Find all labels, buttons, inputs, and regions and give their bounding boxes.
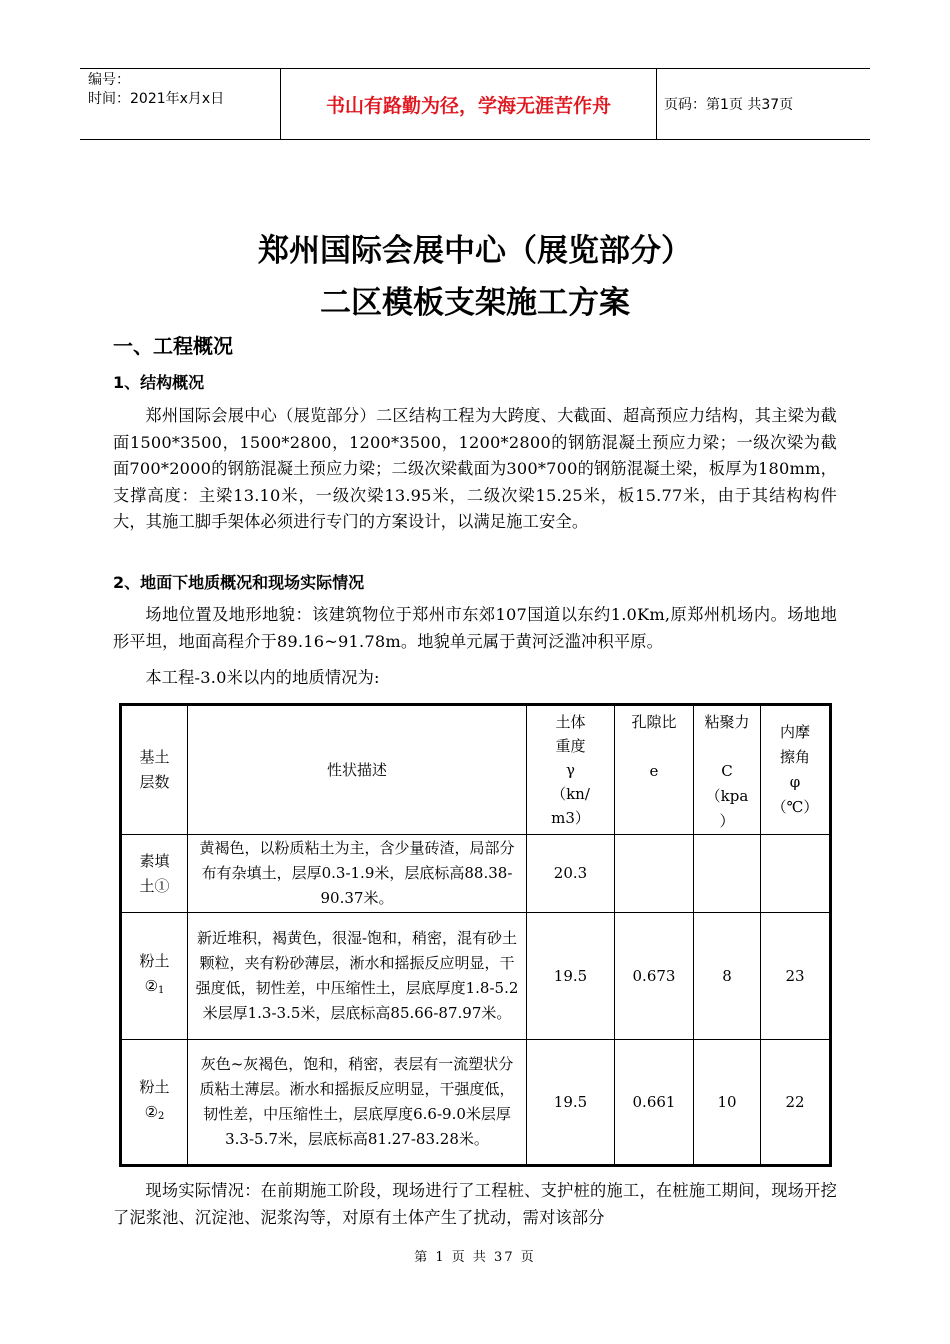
header-layer-line1: 基土	[139, 748, 170, 766]
header-page-info: 页码：第1页 共37页	[664, 97, 794, 113]
header-density	[527, 705, 615, 835]
row-density: 19.5	[527, 913, 615, 1040]
row-layer-name-l1: 素填	[139, 851, 170, 870]
paragraph-site-location: 场地位置及地形地貌：该建筑物位于郑州市东郊107国道以东约1.0Km,原郑州机场内。场地地形平坦，地面高程介于89.16~91.78m。地貌单元属于黄河泛滥冲积平原。	[113, 605, 837, 651]
header-meta	[80, 69, 281, 139]
row-friction: 22	[761, 1040, 831, 1166]
header-density-l3: γ	[566, 761, 575, 779]
paragraph-site-conditions: 现场实际情况：在前期施工阶段，现场进行了工程桩、支护桩的施工，在桩施工期间，现场开挖了泥浆池、沉淀池、泥浆沟等，对原有土体产生了扰动，需对该部分	[113, 1181, 837, 1227]
header-number: 编号：	[88, 72, 130, 88]
row-layer-name	[121, 835, 188, 913]
paragraph-geology-intro: 本工程-3.0米以内的地质情况为:	[145, 668, 380, 687]
header-void-e: e	[649, 762, 659, 780]
row-friction: 23	[761, 913, 831, 1040]
table-row	[121, 835, 831, 913]
row-cohesion	[694, 835, 761, 913]
header-layer	[121, 705, 188, 835]
row-desc: 黄褐色，以粉质粘土为主，含少量砖渣，局部分布有杂填土，层厚0.3-1.9米，层底标高88.38-90.37米。	[188, 835, 527, 913]
header-friction-l2: 擦角	[779, 748, 810, 766]
table-header-row	[121, 705, 831, 835]
header-density-l1: 土体	[555, 713, 586, 731]
row-layer-symbol: ②	[144, 977, 159, 995]
header-friction-l3: φ	[789, 773, 801, 791]
header-layer-line2: 层数	[139, 773, 170, 791]
header-density-l5: m3）	[551, 809, 590, 827]
row-layer-name-l1: 粉土	[139, 1078, 170, 1096]
page-header	[80, 68, 870, 140]
header-friction	[761, 705, 831, 835]
header-void-label: 孔隙比	[631, 713, 677, 731]
row-desc: 灰色~灰褐色，饱和，稍密，表层有一流塑状分质粘土薄层。淅水和摇振反应明显，干强度低，韧性差，中压缩性土，层底厚度6.6-9.0米层厚3.3-5.7米，层底标高81.27-83.28米。	[188, 1040, 527, 1166]
subsection-heading-structure: 1、结构概况	[113, 373, 205, 392]
header-friction-l1: 内摩	[779, 723, 810, 741]
page-footer: 第 1 页 共 37 页	[414, 1250, 536, 1265]
row-layer-name-l1: 粉土	[139, 952, 170, 970]
geology-table	[119, 703, 832, 1167]
row-void	[615, 835, 694, 913]
header-friction-l4: （℃）	[771, 798, 819, 816]
header-density-l4: （kn/	[551, 785, 590, 803]
row-layer-subscript: 1	[158, 985, 165, 996]
header-cohesion-unit1: （kpa	[705, 787, 749, 805]
row-friction	[761, 835, 831, 913]
header-cohesion	[694, 705, 761, 835]
header-cohesion-unit2: ）	[719, 812, 735, 830]
document-title-line2: 二区模板支架施工方案	[320, 285, 630, 321]
header-cohesion-c: C	[721, 762, 733, 780]
paragraph-structure: 郑州国际会展中心（展览部分）二区结构工程为大跨度、大截面、超高预应力结构，其主梁为截面1500*3500，1500*2800，1200*3500，1200*2800的钢筋混凝土预应力梁；一级次梁为截面700*2000的钢筋混凝土预应力梁；二级次梁截面为300*700的钢筋混凝土梁，板厚为180mm，支撑高度：主梁13.10米，一级次梁13.95米，二级次梁15.25米，板15.77米，由于其结构构件大，其施工脚手架体必须进行专门的方案设计，以满足施工安全。	[113, 406, 837, 531]
row-void: 0.661	[615, 1040, 694, 1166]
row-cohesion: 10	[694, 1040, 761, 1166]
header-density-l2: 重度	[555, 737, 586, 755]
table-row	[121, 913, 831, 1040]
row-layer-name	[121, 913, 188, 1040]
row-layer-subscript: 2	[158, 1111, 165, 1122]
row-layer-symbol: ②	[144, 1103, 159, 1121]
document-title-line1: 郑州国际会展中心（展览部分）	[258, 233, 692, 269]
row-layer-name	[121, 1040, 188, 1166]
section-heading: 一、工程概况	[113, 334, 233, 358]
header-time: 时间：2021年x月x日	[88, 91, 225, 107]
table-row	[121, 1040, 831, 1166]
header-motto: 书山有路勤为径，学海无涯苦作舟	[281, 69, 657, 139]
row-layer-name-l2	[122, 1100, 187, 1129]
row-layer-name-l2	[122, 974, 187, 1003]
row-desc: 新近堆积，褐黄色，很湿-饱和，稍密，混有砂土颗粒，夹有粉砂薄层，淅水和摇振反应明显，干强度低，韧性差，中压缩性土，层底厚度1.8-5.2米层厚1.3-3.5米，层底标高85.66-87.97米。	[188, 913, 527, 1040]
header-cohesion-label: 粘聚力	[704, 713, 750, 731]
row-density: 19.5	[527, 1040, 615, 1166]
row-void: 0.673	[615, 913, 694, 1040]
row-density: 20.3	[527, 835, 615, 913]
header-desc: 性状描述	[188, 705, 527, 835]
row-cohesion: 8	[694, 913, 761, 1040]
row-layer-name-l2: 土①	[139, 876, 170, 895]
subsection-heading-geology: 2、地面下地质概况和现场实际情况	[113, 573, 365, 592]
header-void	[615, 705, 694, 835]
